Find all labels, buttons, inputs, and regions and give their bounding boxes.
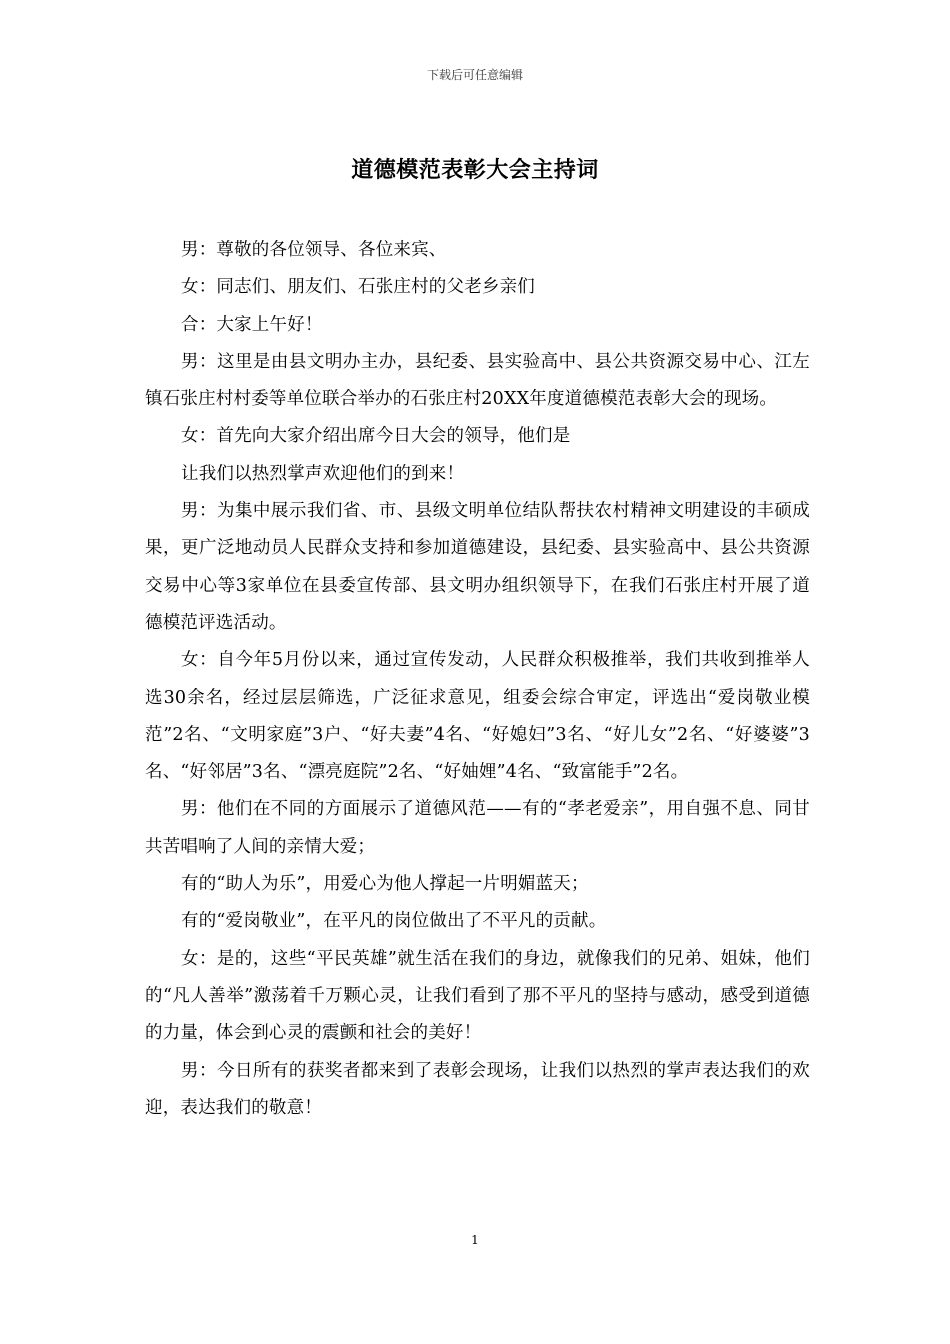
document-title: 道德模范表彰大会主持词	[351, 157, 599, 183]
paragraph: 男：这里是由县文明办主办，县纪委、县实验高中、县公共资源交易中心、江左镇石张庄村村委等单位联合举办的石张庄村20XX年度道德模范表彰大会的现场。	[145, 351, 810, 410]
paragraph: 男：他们在不同的方面展示了道德风范——有的“孝老爱亲”，用自强不息、同甘共苦唱响了人间的亲情大爱；	[145, 799, 810, 857]
paragraph: 女：首先向大家介绍出席今日大会的领导，他们是	[181, 426, 571, 447]
header-note: 下载后可任意编辑	[426, 68, 523, 82]
document-body	[145, 232, 810, 1127]
paragraph: 女：是的，这些“平民英雄”就生活在我们的身边，就像我们的兄弟、姐妹，他们的“凡人善举”激荡着千万颗心灵，让我们看到了那不平凡的坚持与感动，感受到道德的力量，体会到心灵的震颤和社会的美好！	[145, 948, 810, 1044]
paragraph: 让我们以热烈掌声欢迎他们的到来！	[181, 463, 465, 484]
paragraph: 合：大家上午好！	[181, 314, 323, 335]
paragraph: 男：为集中展示我们省、市、县级文明单位结队帮扶农村精神文明建设的丰硕成果，更广泛地动员人民群众支持和参加道德建设，县纪委、县实验高中、县公共资源交易中心等3家单位在县委宣传部、县文明办组织领导下，在我们石张庄村开展了道德模范评选活动。	[145, 501, 810, 633]
paragraph: 女：同志们、朋友们、石张庄村的父老乡亲们	[181, 277, 535, 298]
paragraph: 男：尊敬的各位领导、各位来宾、	[181, 240, 447, 260]
paragraph: 有的“爱岗敬业”，在平凡的岗位做出了不平凡的贡献。	[181, 911, 607, 932]
page-number: 1	[471, 1233, 479, 1247]
paragraph: 男：今日所有的获奖者都来到了表彰会现场，让我们以热烈的掌声表达我们的欢迎，表达我们的敬意！	[145, 1060, 810, 1118]
paragraph: 女：自今年5月份以来，通过宣传发动，人民群众积极推举，我们共收到推举人选30余名，经过层层筛选，广泛征求意见，组委会综合审定，评选出“爱岗敬业模范”2名、“文明家庭”3户、“好夫妻”4名、“好媳妇”3名、“好儿女”2名、“好婆婆”3名、“好邻居”3名、“漂亮庭院”2名、“好妯娌”4名、“致富能手”2名。	[145, 650, 810, 783]
paragraph: 有的“助人为乐”，用爱心为他人撑起一片明媚蓝天；	[181, 874, 589, 895]
